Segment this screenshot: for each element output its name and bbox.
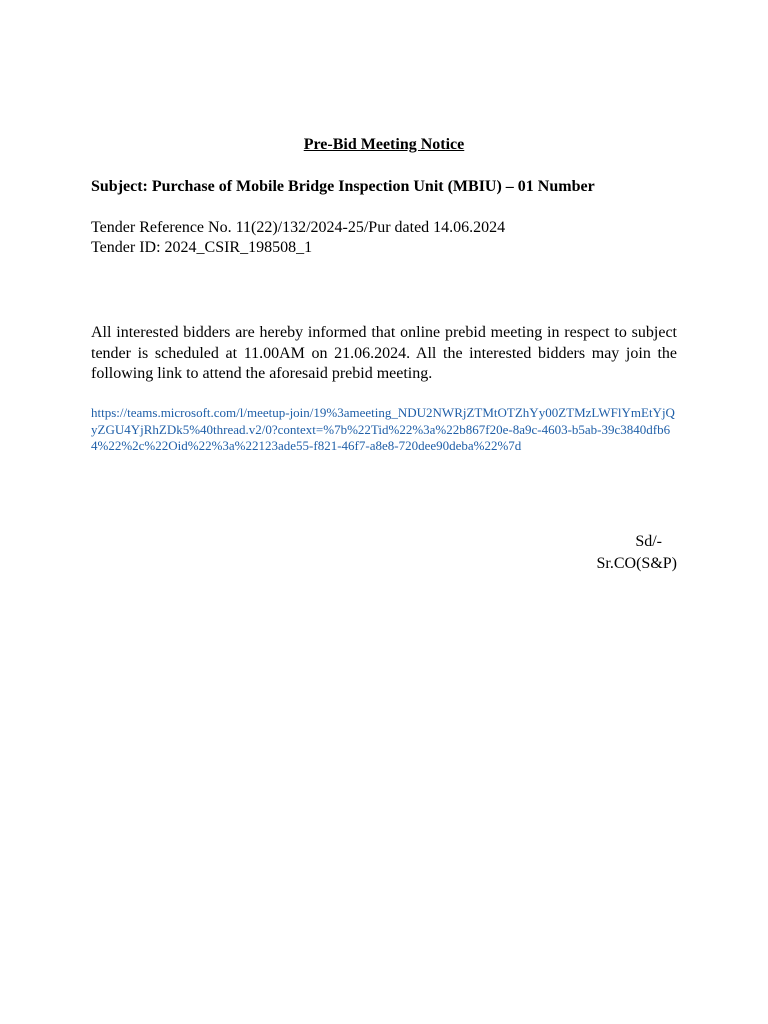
signature-block <box>597 531 677 575</box>
tender-id: Tender ID: 2024_CSIR_198508_1 <box>91 239 313 256</box>
notice-subject: Subject: Purchase of Mobile Bridge Inspection Unit (MBIU) – 01 Number <box>91 178 595 195</box>
meeting-link[interactable]: https://teams.microsoft.com/l/meetup-join/19%3ameeting_NDU2NWRjZTMtOTZhYy00ZTMzLWFlYmEtYjQyZGU4YjRhZDk5%40thread.v2/0?context=%7b%22Tid%22%3a%22b867f20e-8a9c-4603-b5ab-39c3840dfb64%22%2c%22Oid%22%3a%22123ade55-f821-46f7-a8e8-720dee90deba%22%7d <box>91 405 675 453</box>
signatory-designation: Sr.CO(S&P) <box>596 555 677 572</box>
tender-details <box>91 218 505 258</box>
notice-title: Pre-Bid Meeting Notice <box>303 136 465 153</box>
signature-sd: Sd/- <box>635 533 662 550</box>
tender-reference: Tender Reference No. 11(22)/132/2024-25/Pur dated 14.06.2024 <box>91 219 506 236</box>
notice-body: All interested bidders are hereby informed that online prebid meeting in respect to subject tender is scheduled at 11.00AM on 21.06.2024. All the interested bidders may join the following link to attend the aforesaid prebid meeting. <box>91 324 677 382</box>
